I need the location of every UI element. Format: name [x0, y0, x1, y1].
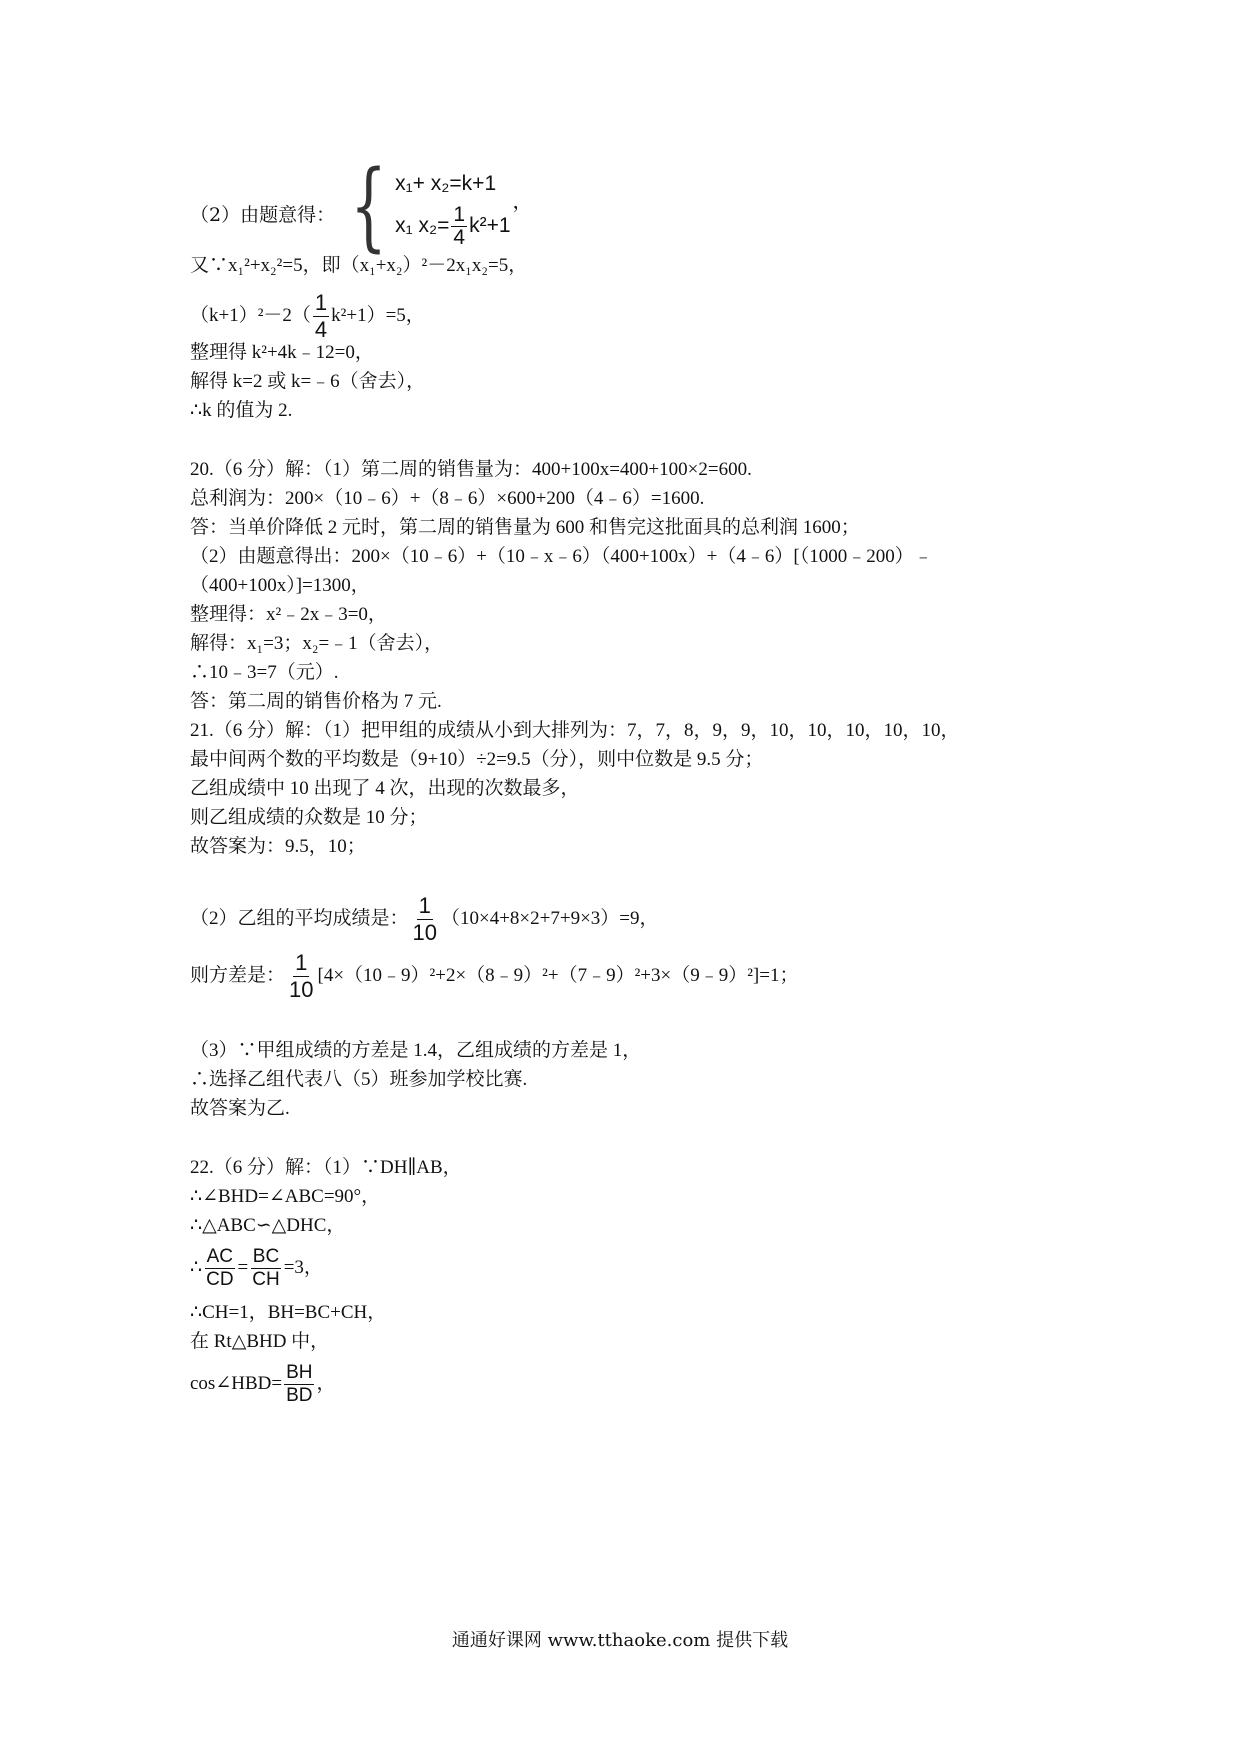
q20-line-6: 整理得：x²﹣2x﹣3=0， [190, 604, 387, 625]
q19-part2-label: （2）由题意得： [190, 204, 336, 226]
q19-line-5: ∴k 的值为 2. [190, 400, 293, 421]
q21-line-1: 21.（6 分）解：（1）把甲组的成绩从小到大排列为：7，7，8，9，9，10，10，10，10，10， [190, 720, 960, 741]
q19-line-1: 又∵x₁²+x₂²=5，即（x₁+x₂）²－2x₁x₂=5， [190, 255, 528, 276]
q20-line-9: 答：第二周的销售价格为 7 元. [190, 691, 442, 712]
q20-line-2: 总利润为：200×（10﹣6）+（8﹣6）×600+200（4﹣6）=1600. [190, 488, 705, 509]
q21-line-3: 乙组成绩中 10 出现了 4 次，出现的次数最多， [190, 778, 580, 799]
q22-line-3: ∴△ABC∽△DHC， [190, 1215, 346, 1236]
system-comma: ， [512, 188, 533, 213]
q21-part3-line-2: ∴选择乙组代表八（5）班参加学校比赛. [190, 1069, 528, 1090]
fraction: $\frac{BC}{CH}$ [252, 1246, 280, 1290]
q19-line-4: 解得 k=2 或 k=﹣6（舍去）， [190, 371, 426, 392]
equation-system [338, 150, 533, 262]
page-footer: 通通好课网 www.tthaoke.com 提供下载 [451, 1630, 789, 1651]
q21-line-2: 最中间两个数的平均数是（9+10）÷2=9.5（分），则中位数是 9.5 分； [190, 749, 764, 770]
q21-line-4: 则乙组成绩的众数是 10 分； [190, 807, 428, 828]
q20-line-4: （2）由题意得出：200×（10﹣6）+（10﹣x﹣6）（400+100x）+（4﹣6）[（1000﹣200）﹣ [190, 546, 933, 567]
q22-line-1: 22.（6 分）解：（1）∵DH∥AB， [190, 1157, 462, 1178]
q19-line-3: 整理得 k²+4k﹣12=0， [190, 342, 374, 363]
q20-line-1: 20.（6 分）解：（1）第二周的销售量为：400+100x=400+100×2=600. [190, 459, 752, 480]
q22-line-7: cos∠HBD= $\frac{BH}{BD}$ ， [190, 1362, 336, 1406]
q21-part3-line-3: 故答案为乙. [190, 1098, 290, 1119]
q21-part2-variance: 则方差是： $\frac{1}{10}$ [4×（10﹣9）²+2×（8﹣9）²+（7﹣9）²+3×（9﹣9）²]=1； [190, 950, 799, 1002]
system-row-1: x₁+ x₂=k+1 [395, 171, 497, 195]
q20-line-8: ∴10﹣3=7（元）. [190, 662, 339, 683]
q22-line-4: ∴ $\frac{AC}{CD}$ = $\frac{BC}{CH}$ =3， [190, 1246, 323, 1290]
q22-line-5: ∴CH=1，BH=BC+CH， [190, 1302, 387, 1323]
q20-line-5: （400+100x）]=1300， [190, 575, 370, 596]
fraction: $\frac{1}{4}$ [453, 202, 466, 249]
q22-line-6: 在 Rt△BHD 中， [190, 1331, 330, 1352]
q20-line-3: 答：当单价降低 2 元时，第二周的销售量为 600 和售完这批面具的总利润 1600； [190, 517, 860, 538]
q21-line-5: 故答案为：9.5，10； [190, 836, 366, 857]
system-row-2: x₁ x₂= $\frac{1}{4}$ k²+1 [395, 202, 511, 249]
fraction: $\frac{1}{4}$ [314, 290, 328, 342]
fraction: $\frac{AC}{CD}$ [206, 1246, 234, 1290]
q20-line-7: 解得：x₁=3；x₂=﹣1（舍去）， [190, 633, 444, 654]
fraction: $\frac{BH}{BD}$ [286, 1362, 313, 1406]
left-brace: { [350, 150, 387, 262]
q19-line-2: （k+1）²－2（ $\frac{1}{4}$ k²+1）=5， [190, 290, 425, 342]
q21-part3-line-1: （3）∵甲组成绩的方差是 1.4，乙组成绩的方差是 1， [190, 1040, 642, 1061]
q21-part2-mean: （2）乙组的平均成绩是： $\frac{1}{10}$ （10×4+8×2+7+9×3）=9， [190, 893, 659, 945]
fraction: $\frac{1}{10}$ [412, 893, 437, 945]
fraction: $\frac{1}{10}$ [289, 950, 314, 1002]
q22-line-2: ∴∠BHD=∠ABC=90°， [190, 1186, 381, 1207]
